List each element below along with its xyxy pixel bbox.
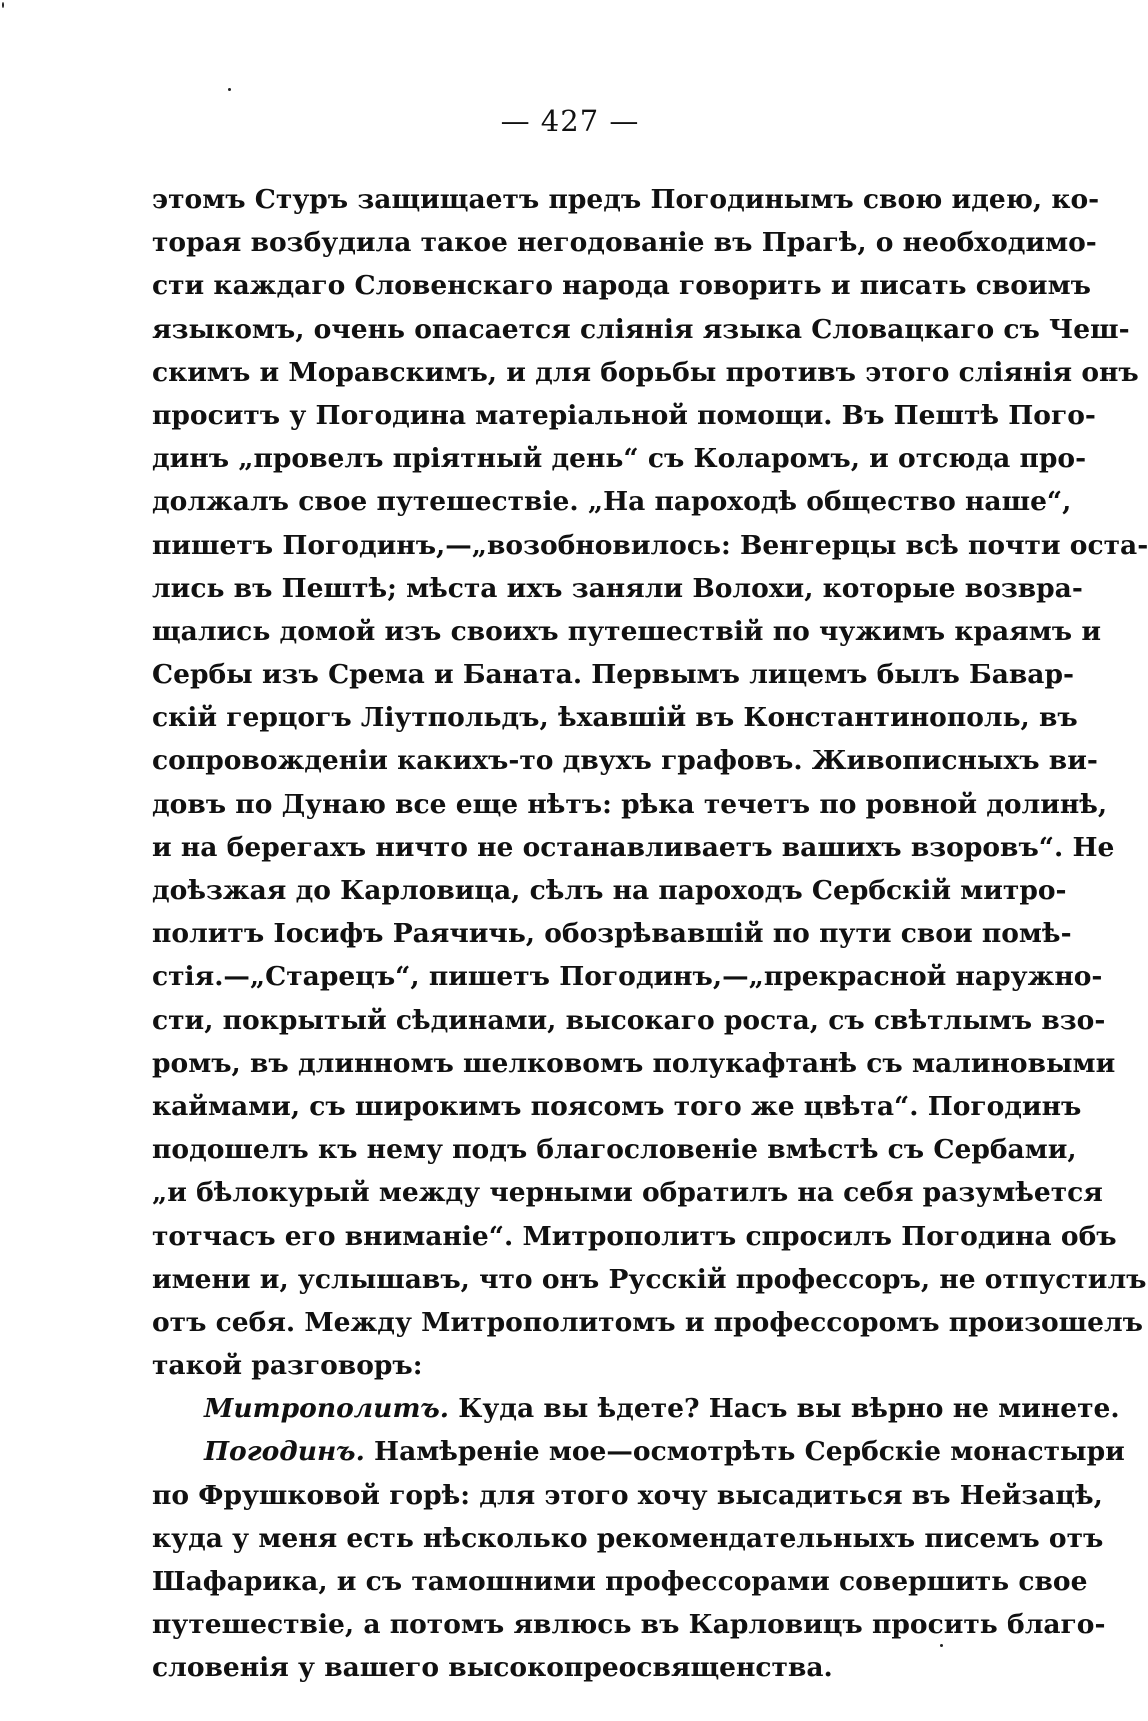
speaker-pogodin: Погодинъ. xyxy=(204,1436,365,1468)
text-line: пишетъ Погодинъ,—„возобновилось: Венгерцы всѣ почти оста- xyxy=(152,529,1148,561)
text-line: по Фрушковой горѣ: для этого хочу высадиться въ Нейзацѣ, xyxy=(152,1479,1103,1511)
text-line: сти каждаго Словенскаго народа говорить и писать своимъ xyxy=(152,270,1091,302)
text-line: такой разговоръ: xyxy=(152,1350,423,1382)
text-line: путешествіе, а потомъ явлюсь въ Карловицъ просить благо- xyxy=(152,1609,1106,1641)
text-line: сти, покрытый сѣдинами, высокаго роста, съ свѣтлымъ взо- xyxy=(152,1004,1106,1036)
body-text xyxy=(152,178,1148,1690)
scan-speck xyxy=(228,88,231,91)
dialogue-text: Намѣреніе мое—осмотрѣть Сербскіе монастыри xyxy=(374,1436,1125,1468)
scan-speck xyxy=(2,2,4,8)
text-line: скимъ и Моравскимъ, и для борьбы противъ этого слiянія онъ xyxy=(152,356,1139,388)
text-line: должалъ свое путешествіе. „На пароходѣ общество наше“, xyxy=(152,486,1072,518)
text-line: доѣзжая до Карловица, сѣлъ на пароходъ Сербскій митро- xyxy=(152,875,1067,906)
text-line: „и бѣлокурый между черными обратилъ на себя разумѣется xyxy=(152,1177,1103,1209)
text-line: тотчасъ его вниманіе“. Митрополитъ спросилъ Погодина объ xyxy=(152,1220,1117,1252)
text-line: динъ „провелъ прiятный день“ съ Коларомъ, и отсюда про- xyxy=(152,443,1087,475)
text-line: проситъ у Погодина матеріальной помощи. Въ Пештѣ Пого- xyxy=(152,399,1096,431)
text-line: имени и, услышавъ, что онъ Русскій профессоръ, не отпустилъ xyxy=(152,1263,1147,1295)
speaker-metropolitan: Митрополитъ. xyxy=(204,1393,449,1425)
scan-speck xyxy=(940,1644,943,1647)
text-line: стія.—„Старецъ“, пишетъ Погодинъ,—„прекрасной наружно- xyxy=(152,961,1103,993)
page-number: — 427 — xyxy=(500,104,640,138)
dialogue-line-pogodin xyxy=(152,1430,1125,1473)
dialogue-text: Куда вы ѣдете? Насъ вы вѣрно не минете. xyxy=(458,1393,1120,1425)
text-line: скій герцогъ Лiутпольдъ, ѣхавшій въ Константинополь, въ xyxy=(152,702,1078,734)
text-line: сопровожденіи какихъ-то двухъ графовъ. Живописныхъ ви- xyxy=(152,745,1098,777)
text-line: подошелъ къ нему подъ благословеніе вмѣстѣ съ Сербами, xyxy=(152,1134,1077,1166)
text-line: ромъ, въ длинномъ шелковомъ полукафтанѣ съ малиновыми xyxy=(152,1047,1116,1079)
text-line: этомъ Стуръ защищаетъ предъ Погодинымъ свою идею, ко- xyxy=(152,184,1100,215)
text-line: и на берегахъ ничто не останавливаетъ вашихъ взоровъ“. Не xyxy=(152,831,1115,863)
text-line: торая возбудила такое негодованіе въ Прагѣ, о необходимо- xyxy=(152,227,1097,259)
text-line: лись въ Пештѣ; мѣста ихъ заняли Волохи, которые возвра- xyxy=(152,572,1083,604)
text-line: Шафарика, и съ тамошними профессорами совершить свое xyxy=(152,1566,1088,1597)
text-line: словенія у вашего высокопреосвященства. xyxy=(152,1652,833,1684)
text-line: языкомъ, очень опасается слiянія языка Словацкаго съ Чеш- xyxy=(152,313,1130,345)
text-line: отъ себя. Между Митрополитомъ и профессоромъ произошелъ xyxy=(152,1306,1144,1338)
text-line: каймами, съ широкимъ поясомъ того же цвѣта“. Погодинъ xyxy=(152,1090,1082,1122)
dialogue-line-metropolitan xyxy=(152,1387,1120,1430)
text-line: политъ Іосифъ Раячичь, обозрѣвавшій по пути свои помѣ- xyxy=(152,918,1072,950)
text-line: Сербы изъ Срема и Баната. Первымъ лицемъ былъ Бавар- xyxy=(152,659,1074,691)
text-line: куда у меня есть нѣсколько рекомендательныхъ писемъ отъ xyxy=(152,1522,1104,1554)
text-line: довъ по Дунаю все еще нѣтъ: рѣка течетъ по ровной долинѣ, xyxy=(152,788,1108,820)
text-line: щались домой изъ своихъ путешествій по чужимъ краямъ и xyxy=(152,615,1101,647)
